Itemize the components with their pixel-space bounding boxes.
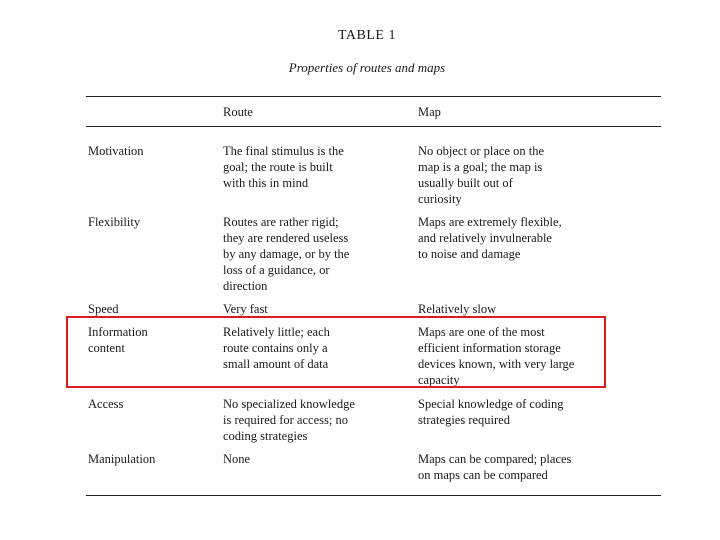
- table-top-rule: [86, 96, 661, 97]
- row-route: Very fast: [223, 302, 268, 316]
- row-map: No object or place on the map is a goal; the map is usually built out of curiosity: [418, 144, 544, 206]
- page-title: TABLE 1: [338, 28, 396, 43]
- row-property: Motivation: [88, 144, 144, 158]
- row-route: The final stimulus is the goal; the route is built with this in mind: [223, 144, 344, 190]
- column-header-route: Route: [223, 105, 253, 119]
- table-header-rule: [86, 126, 661, 127]
- highlight-box: [66, 316, 606, 388]
- column-header-map: Map: [418, 105, 441, 119]
- row-property: Access: [88, 397, 124, 411]
- row-route: No specialized knowledge is required for access; no coding strategies: [223, 397, 355, 443]
- row-property: Information content: [88, 325, 148, 355]
- row-map: Maps are one of the most efficient information storage devices known, with very large capacity: [418, 325, 575, 387]
- page-subtitle: Properties of routes and maps: [288, 60, 446, 75]
- row-map: Special knowledge of coding strategies required: [418, 397, 564, 427]
- row-map: Relatively slow: [418, 302, 497, 316]
- row-property: Manipulation: [88, 452, 156, 466]
- row-map: Maps can be compared; places on maps can be compared: [418, 452, 572, 482]
- row-route: None: [223, 452, 251, 466]
- row-map: Maps are extremely flexible, and relatively invulnerable to noise and damage: [418, 215, 562, 261]
- row-route: Relatively little; each route contains only a small amount of data: [223, 325, 330, 371]
- table-bottom-rule: [86, 495, 661, 496]
- row-property: Speed: [88, 302, 119, 316]
- row-property: Flexibility: [88, 215, 141, 229]
- row-route: Routes are rather rigid; they are rendered useless by any damage, or by the loss of a guidance, or direction: [223, 215, 350, 293]
